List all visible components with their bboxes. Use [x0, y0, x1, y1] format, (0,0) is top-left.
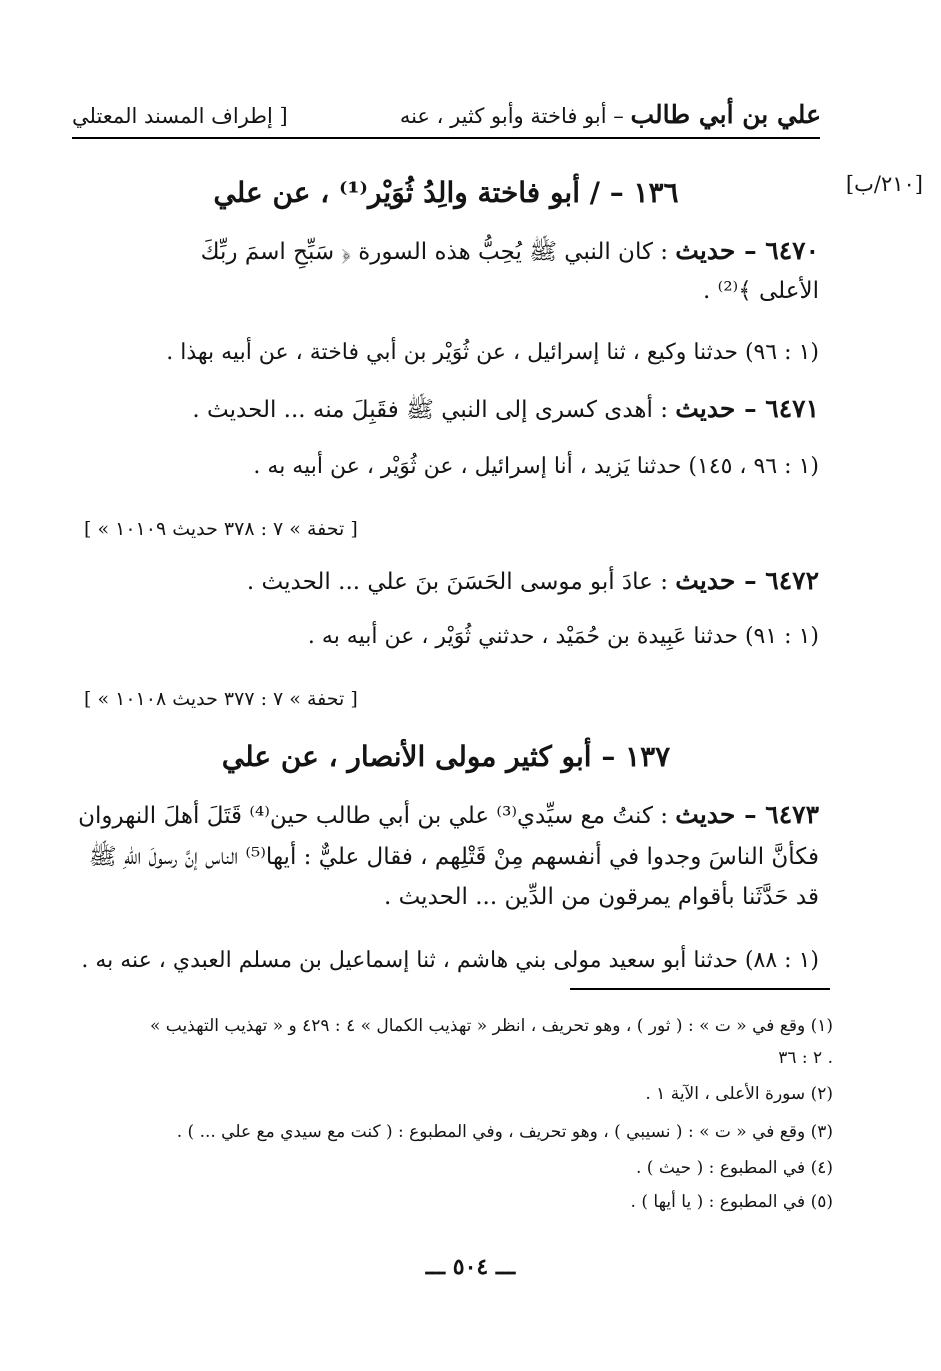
footnote-1-continued: ٢ : ٣٦ . [778, 1048, 833, 1068]
hadith-6473-line2: فكأنَّ الناسَ وجدوا في أنفسهم مِنْ قَتْلِهم ، فقال عليٌّ : أيها⁽⁵⁾ الناس إنَّ رسولَ اللهِ ﷺ [88, 844, 819, 870]
footnote-rule [570, 988, 830, 990]
hadith-6473-line1: ٦٤٧٣ – حديث : كنتُ مع سيِّدي⁽³⁾ علي بن أبي طالب حين⁽⁴⁾ قَتَلَ أهلَ النهروان [78, 800, 819, 829]
footnote-5: (٥) في المطبوع : ( يا أيها ) . [630, 1192, 833, 1212]
manuscript-folio-marker: [٢١٠/ب] [845, 172, 923, 196]
page-number: ـــ ٥٠٤ ـــ [425, 1254, 516, 1280]
hadith-6472-number: ٦٤٧٢ – حديث [675, 566, 819, 595]
hadith-6473-source: (١ : ٨٨) حدثنا أبو سعيد مولى بني هاشم ، ثنا إسماعيل بن مسلم العبدي ، عنه به . [81, 948, 819, 973]
hadith-6471-tuhfa-ref: [ « تحفة » ٧ : ٣٧٨ حديث ١٠١٠٩ ] [84, 518, 358, 540]
footnote-1: (١) وقع في « ت » : ( ثور ) ، وهو تحريف ، انظر « تهذيب الكمال » ٤ : ٤٢٩ و « تهذيب التهذيب » [149, 1016, 833, 1036]
hadith-6471-line: ٦٤٧١ – حديث : أهدى كسرى إلى النبي ﷺ فقَبِلَ منه ... الحديث . [192, 394, 819, 423]
section-heading-136: ١٣٦ – / أبو فاختة والِدُ ثُوَيْر⁽¹⁾ ، عن علي [213, 176, 679, 209]
header-author: علي بن أبي طالب [630, 100, 821, 129]
hadith-6472-line: ٦٤٧٢ – حديث : عادَ أبو موسى الحَسَنَ بنَ علي ... الحديث . [246, 566, 819, 595]
hadith-6470-line1: ٦٤٧٠ – حديث : كان النبي ﷺ يُحِبُّ هذه السورة ﴿ سَبِّحِ اسمَ ربِّكَ [200, 236, 819, 265]
footnote-4: (٤) في المطبوع : ( حيث ) . [636, 1158, 833, 1178]
running-header-left: [ إطراف المسند المعتلي [72, 104, 288, 128]
footnote-2: (٢) سورة الأعلى ، الآية ١ . [645, 1084, 833, 1104]
header-rule [72, 137, 820, 139]
hadith-6472-source: (١ : ٩١) حدثنا عَبِيدة بن حُمَيْد ، حدثني ثُوَيْر ، عن أبيه به . [307, 624, 819, 649]
hadith-6470-number: ٦٤٧٠ – حديث [675, 236, 819, 265]
hadith-6470-line2: الأعلى ﴾⁽²⁾ . [703, 278, 819, 304]
header-subtitle: – أبو فاختة وأبو كثير ، عنه [399, 104, 631, 128]
hadith-6473-number: ٦٤٧٣ – حديث [675, 800, 819, 829]
hadith-6471-source: (١ : ٩٦ ، ١٤٥) حدثنا يَزيد ، أنا إسرائيل ، عن ثُوَيْر ، عن أبيه به . [253, 454, 819, 479]
hadith-6472-tuhfa-ref: [ « تحفة » ٧ : ٣٧٧ حديث ١٠١٠٨ ] [84, 688, 358, 710]
hadith-6473-line3: قد حَدَّثَنا بأقوام يمرقون من الدِّين ... الحديث . [383, 884, 819, 910]
footnote-3: (٣) وقع في « ت » : ( نسيبي ) ، وهو تحريف ، وفي المطبوع : ( كنت مع سيدي مع علي ... ) . [176, 1122, 833, 1142]
running-header-right [400, 100, 821, 129]
hadith-6470-source: (١ : ٩٦) حدثنا وكيع ، ثنا إسرائيل ، عن ثُوَيْر بن أبي فاختة ، عن أبيه بهذا . [166, 340, 819, 365]
section-heading-137: ١٣٧ – أبو كثير مولى الأنصار ، عن علي [221, 740, 671, 773]
hadith-6471-number: ٦٤٧١ – حديث [675, 394, 819, 423]
